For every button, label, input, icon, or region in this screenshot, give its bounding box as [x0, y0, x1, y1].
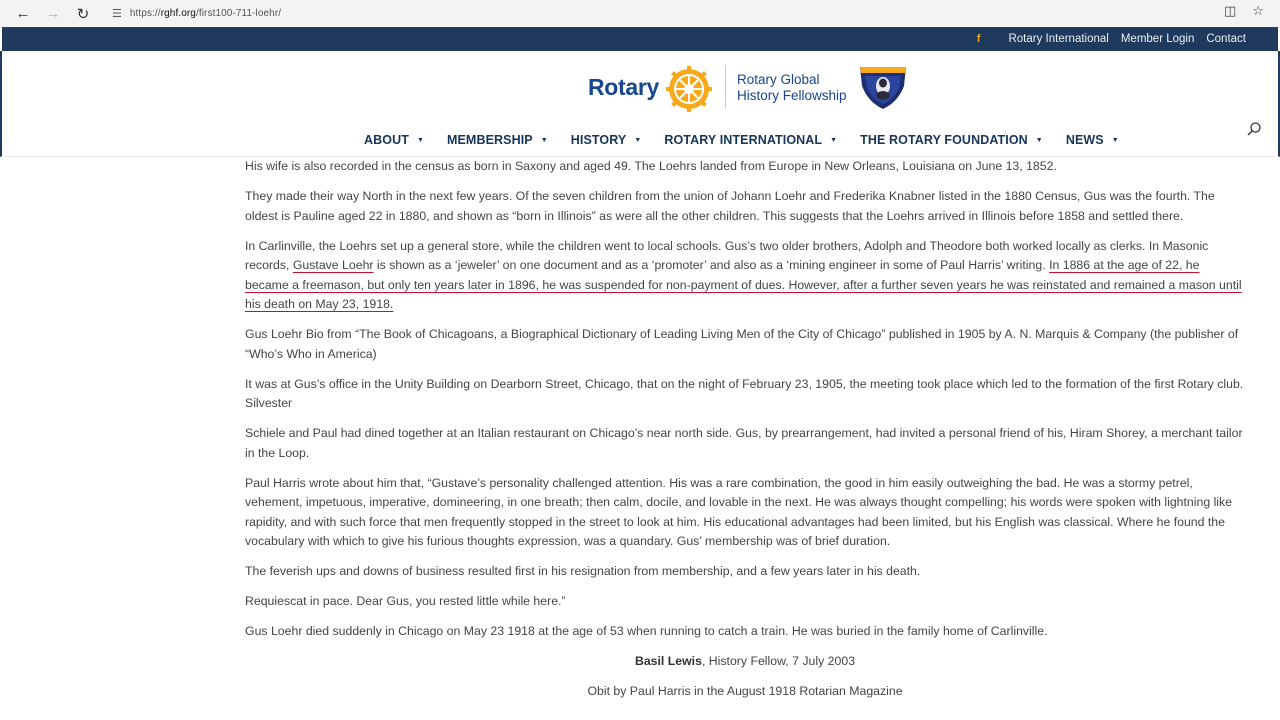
article-body [245, 157, 1245, 720]
caret-down-icon: ▼ [416, 136, 424, 144]
link-rotary-international[interactable]: Rotary International [1008, 33, 1109, 45]
caret-down-icon: ▼ [1111, 136, 1119, 144]
main-navigation [0, 133, 1280, 157]
favorite-icon[interactable]: ☆ [1252, 3, 1264, 18]
link-contact[interactable]: Contact [1206, 33, 1246, 45]
caret-down-icon: ▼ [830, 136, 838, 144]
nav-item-history[interactable]: HISTORY ▼ [570, 133, 642, 147]
address-bar[interactable] [112, 3, 281, 25]
rotary-logo-text[interactable]: Rotary [588, 74, 660, 100]
rotary-wheel-icon[interactable] [666, 66, 712, 112]
paragraph: In Carlinville, the Loehrs set up a general store, while the children went to local schools. Gus’s two older brothers, Adolph and Theodore both worked locally as clerks. In Masonic records, Gustave Loehr is shown as a ‘jeweler’ on one document and as a ‘promoter’ and also as a ‘mining engineer in some of Paul Harris’ writing. In 1886 at the age of 22, he became a freemason, but only ten years later in 1896, he was suspended for non-payment of dues. However, after a further seven years he was reinstated and remained a mason until his death on May 23, 1918. [245, 238, 1242, 311]
underlined-passage: In 1886 at the age of 22, he became a freemason, but only ten years later in 1896, he was suspended for non-payment of dues. However, after a further seven years he was reinstated and remained a mason until his death on May 23, 1918. [245, 258, 1242, 311]
fellowship-shield-icon[interactable] [858, 64, 908, 110]
author-credit: Basil Lewis, History Fellow, 7 July 2003 [634, 654, 856, 668]
fellowship-logo-text[interactable]: Rotary Global History Fellowship [737, 72, 847, 103]
paragraph: It was at Gus’s office in the Unity Building on Dearborn Street, Chicago, that on the night of February 23, 1905, the meeting took place which led to the formation of the first Rotary club. Silvester [245, 376, 1244, 410]
obit-caption: Obit by Paul Harris in the August 1918 Rotarian Magazine [587, 684, 903, 698]
nav-item-about[interactable]: ABOUT ▼ [364, 133, 424, 147]
site-header [0, 51, 1280, 133]
caret-down-icon: ▼ [634, 136, 642, 144]
back-icon[interactable]: ← [15, 5, 31, 22]
paragraph: They made their way North in the next few years. Of the seven children from the union of Johann Loehr and Frederika Knabner listed in the 1880 Census, Gus was the fourth. The oldest is Pauline aged 22 in 1880, and shown as “born in Illinois” as were all the other children. This suggests that the Loehrs arrived in Illinois before 1858 and settled there. [245, 189, 1215, 223]
reader-view-icon[interactable]: ◫ [1224, 3, 1237, 18]
url-text[interactable]: https://rghf.org/first100-711-loehr/ [129, 8, 282, 19]
paragraph: Gus Loehr Bio from “The Book of Chicagoans, a Biographical Dictionary of Leading Living Men of the City of Chicago” published in 1905 by A. N. Marquis & Company (the publisher of “Who’s Who in America) [245, 327, 1239, 361]
facebook-icon[interactable]: f [976, 33, 981, 45]
nav-item-news[interactable]: NEWS ▼ [1065, 133, 1119, 147]
top-utility-bar [2, 27, 1278, 51]
paragraph: Paul Harris wrote about him that, “Gustave’s personality challenged attention. His was a rare combination, the good in him easily outweighing the bad. He was a stormy petrel, vehement, impetuous, imperative, domineering, in one breath; then calm, docile, and lovable in the next. He was always thought compelling; his words were spoken with lightning like rapidity, and with such force that men frequently stopped in the street to look at him. His educational advantages had been limited, but his English was classical. Where he found the vocabulary with which to give his furious thoughts expression, was a quandary. Gus’ membership was of brief duration. [245, 475, 1233, 548]
paragraph: His wife is also recorded in the census as born in Saxony and aged 49. The Loehrs landed from Europe in New Orleans, Louisiana on June 13, 1852. [245, 159, 1057, 173]
caret-down-icon: ▼ [540, 136, 548, 144]
search-icon[interactable] [1246, 121, 1262, 137]
logo-divider [725, 65, 726, 109]
nav-item-rotary-international[interactable]: ROTARY INTERNATIONAL ▼ [664, 133, 838, 147]
caret-down-icon: ▼ [1035, 136, 1043, 144]
nav-item-rotary-foundation[interactable]: THE ROTARY FOUNDATION ▼ [860, 133, 1043, 147]
paragraph: Gus Loehr died suddenly in Chicago on May 23 1918 at the age of 53 when running to catch a train. He was buried in the family home of Carlinville. [245, 624, 1048, 638]
reload-icon[interactable]: ↻ [76, 5, 90, 23]
paragraph: Requiescat in pace. Dear Gus, you rested little while here.” [245, 594, 566, 608]
paragraph: Schiele and Paul had dined together at an Italian restaurant on Chicago’s near north side. Gus, by prearrangement, had invited a personal friend of his, Hiram Shorey, a merchant tailor in the Loop. [245, 426, 1243, 460]
forward-icon[interactable]: → [45, 5, 61, 22]
link-member-login[interactable]: Member Login [1120, 33, 1195, 45]
paragraph: The feverish ups and downs of business resulted first in his resignation from membership, and a few years later in his death. [245, 564, 921, 578]
site-info-icon[interactable]: ☰ [112, 8, 122, 20]
underlined-name: Gustave Loehr [292, 258, 374, 272]
nav-item-membership[interactable]: MEMBERSHIP ▼ [446, 133, 548, 147]
browser-toolbar [0, 0, 1280, 27]
